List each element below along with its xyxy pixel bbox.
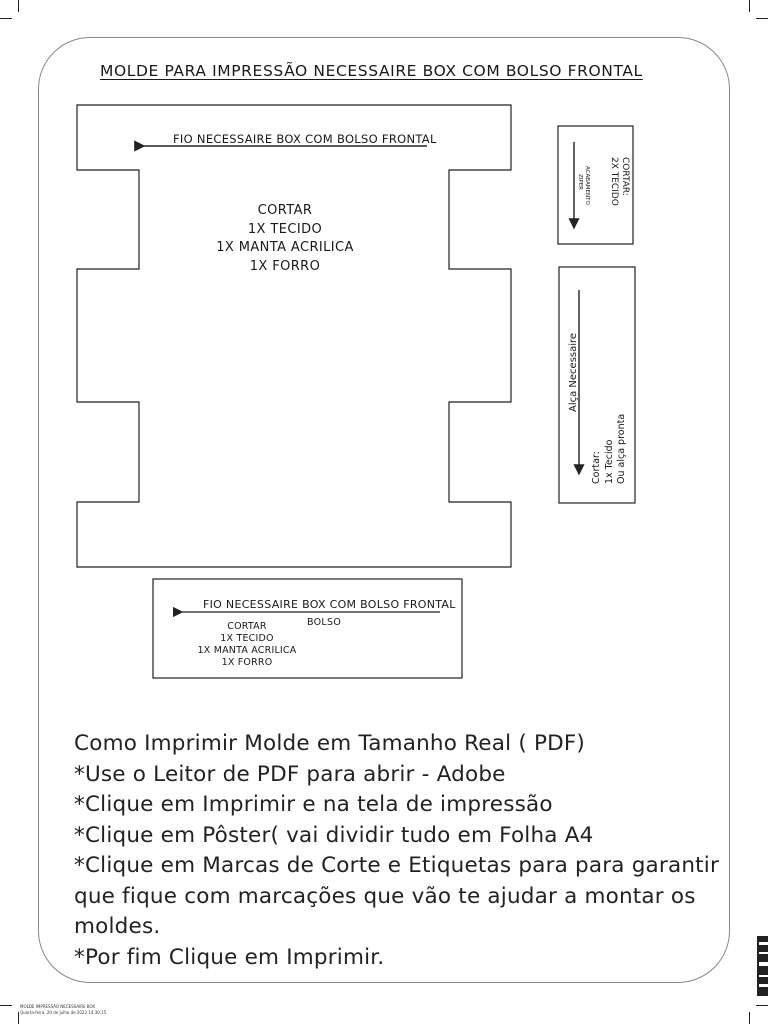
instruction-line: Como Imprimir Molde em Tamanho Real ( PDF) — [74, 731, 586, 756]
cut-line: 1X FORRO — [221, 657, 273, 668]
instruction-line: que fique com marcações que vão te ajudar a montar os — [74, 883, 696, 909]
registration-gap — [759, 984, 768, 987]
cut-line: Ou alça pronta — [616, 413, 627, 484]
instruction-line: *Por fim Clique em Imprimir. — [74, 944, 385, 970]
zipper-label — [576, 166, 590, 226]
instruction-line: *Use o Leitor de PDF para abrir - Adobe — [74, 761, 506, 787]
slug-line: Quarta-feira, 20 de Julho de 2022 14:30:15 — [20, 1010, 107, 1015]
instruction-line: *Clique em Imprimir e na tela de impressão — [74, 792, 553, 817]
print-instructions — [74, 729, 734, 973]
print-slug — [20, 1004, 106, 1016]
pocket-grain-label: FIO NECESSAIRE BOX COM BOLSO FRONTAL — [203, 598, 456, 611]
handle-label: Alça Necessaire — [568, 332, 579, 412]
main-pattern-piece — [77, 105, 511, 567]
handle-cut-instructions — [591, 414, 629, 484]
pocket-name: BOLSO — [307, 617, 342, 628]
cut-line: 1X MANTA ACRILICA — [216, 240, 354, 255]
main-cut-instructions — [200, 202, 370, 276]
instruction-line: moldes. — [74, 914, 161, 939]
cut-line: 1X TECIDO — [220, 633, 274, 644]
cut-line: 1X TECIDO — [247, 221, 323, 237]
slug-line: MOLDE IMPRESSÃO NECESSAIRE BOX — [20, 1004, 96, 1009]
cut-line: 2X TECIDO — [609, 157, 619, 206]
cut-line: CORTAR — [257, 203, 313, 218]
registration-gap — [759, 962, 768, 966]
cut-line: CORTAR — [227, 621, 267, 632]
registration-gap — [759, 952, 768, 954]
zipper-label-text: ACABAMENTO ZIPER — [577, 166, 590, 205]
instruction-line: *Clique em Pôster( vai dividir tudo em Folha A4 — [74, 822, 594, 848]
registration-gap — [759, 975, 768, 977]
pocket-cut-instructions — [180, 621, 314, 669]
cut-line: 1X FORRO — [249, 258, 321, 274]
cut-line: 1X MANTA ACRILICA — [197, 645, 297, 656]
main-grain-label: FIO NECESSAIRE BOX COM BOLSO FRONTAL — [173, 132, 437, 146]
page-title: MOLDE PARA IMPRESSÃO NECESSAIRE BOX COM BOLSO FRONTAL — [100, 62, 643, 80]
instruction-line: *Clique em Marcas de Corte e Etiquetas para para garantir — [74, 853, 720, 878]
registration-gap — [759, 942, 768, 945]
cut-line: 1x Tecido — [603, 439, 615, 484]
cut-line: Cortar: — [591, 451, 602, 484]
cut-line: CORTAR: — [620, 157, 630, 196]
zipper-cut-instructions — [608, 157, 630, 206]
